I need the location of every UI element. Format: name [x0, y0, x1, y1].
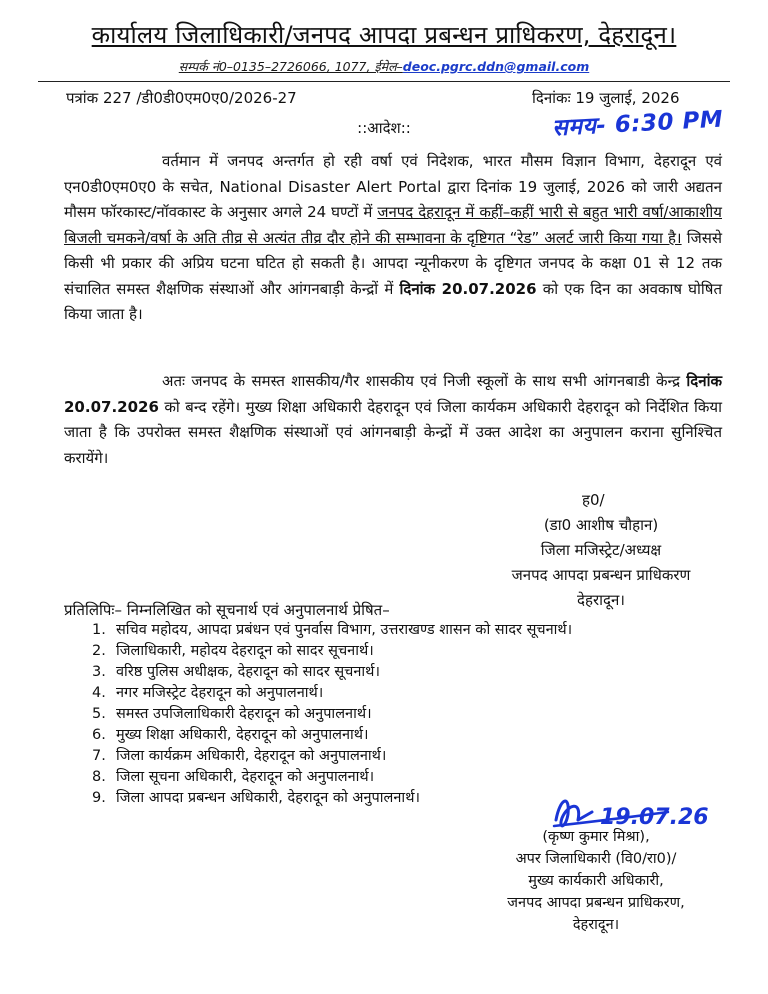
office-title: कार्यालय जिलाधिकारी/जनपद आपदा प्रबन्धन प्राधिकरण, देहरादून। [91, 21, 677, 49]
time-stamp-handwritten: समय- 6:30 PM [551, 106, 724, 142]
order-paragraph-1 [64, 149, 722, 328]
signatory-adm-block [446, 826, 746, 936]
copy-to-item [92, 746, 572, 767]
contact-line [0, 58, 768, 75]
adm-name: (कृष्ण कुमार मिश्रा), [542, 829, 650, 845]
adm-designation: अपर जिलाधिकारी (वि0/रा0)/ [515, 851, 677, 867]
p2-text-a: अतः जनपद के समस्त शासकीय/गैर शासकीय एवं निजी स्कूलों के साथ सभी आंगनबाडी केन्द्र [162, 372, 687, 390]
p1-holiday-date: दिनांक 20.07.2026 [399, 279, 537, 298]
contact-label: सम्पर्क नं0–0135–2726066, 1077, ईमेल– [178, 59, 403, 74]
copy-to-item-text: समस्त उपजिलाधिकारी देहरादून को अनुपालनार्थ। [116, 706, 372, 722]
p2-closure-date: दिनांक 20.07.2026 [64, 372, 722, 416]
copy-to-item-text: नगर मजिस्ट्रेट देहरादून को अनुपालनार्थ। [116, 685, 324, 701]
copy-to-item [92, 641, 572, 662]
letter-number: पत्रांक 227 /डी0डी0एम0ए0/2026-27 [66, 89, 297, 107]
p1-text-c: को एक दिन का अवकाष घोषित किया जाता है। [64, 279, 723, 323]
copy-to-item [92, 620, 572, 641]
copy-to-item [92, 788, 572, 809]
signatory-dm-block [486, 488, 716, 613]
copy-to-item-text: मुख्य शिक्षा अधिकारी, देहरादून को अनुपालनार्थ। [116, 727, 369, 743]
copy-to-item [92, 662, 572, 683]
copy-to-item [92, 683, 572, 704]
copy-to-item-number: 8. [92, 769, 106, 785]
adm-place: देहरादून। [572, 917, 620, 933]
copy-to-item-number: 4. [92, 685, 106, 701]
copy-to-item-number: 2. [92, 643, 106, 659]
p1-text-a: वर्तमान में जनपद अन्तर्गत हो रही वर्षा एवं निदेशक, भारत मौसम विज्ञान विभाग, देहरादून एवं एन0डी0एम0ए0 के सचेत, National Disaster Alert Portal द्वारा दिनांक 19 जुलाई, 2026 को जारी अद्यतन मौसम फॉरकास्ट/नॉवकास्ट के अनुसार अगले 24 घण्टों में [64, 152, 722, 221]
copy-to-item-number: 1. [92, 622, 106, 638]
copy-to-list [92, 620, 572, 809]
p1-text-b: जिससे किसी भी प्रकार की अप्रिय घटना घटित हो सकती है। आपदा न्यूनीकरण के दृष्टिगत जनपद के कक्षा 01 से 12 तक संचालित समस्त शैक्षणिक संस्थाओं और आंगनबाड़ी केन्द्रों में [64, 228, 722, 298]
dm-name: (डा0 आशीष चौहान) [543, 516, 659, 534]
letter-date: दिनांकः 19 जुलाई, 2026 [532, 89, 680, 107]
copy-to-heading: प्रतिलिपिः– निम्नलिखित को सूचनार्थ एवं अनुपालनार्थ प्रेषित– [64, 601, 390, 619]
copy-to-item-text: जिला सूचना अधिकारी, देहरादून को अनुपालनार्थ। [116, 769, 375, 785]
order-paragraph-2 [64, 369, 722, 471]
copy-to-item-number: 7. [92, 748, 106, 764]
p1-red-alert-underlined: जनपद देहरादून में कहीं–कहीं भारी से बहुत भारी वर्षा/आकाशीय बिजली चमकने/वर्षा के अति तीव्र से अत्यंत तीव्र दौर होने की सम्भावना के दृष्टिगत “रेड” अलर्ट जारी किया गया है। [64, 203, 722, 247]
contact-email-link[interactable]: deoc.pgrc.ddn@gmail.com [402, 59, 590, 74]
copy-to-item [92, 704, 572, 725]
copy-to-item-number: 3. [92, 664, 106, 680]
copy-to-item-text: जिला कार्यक्रम अधिकारी, देहरादून को अनुपालनार्थ। [116, 748, 387, 764]
copy-to-item [92, 725, 572, 746]
signed-mark: ह0/ [582, 491, 605, 509]
adm-org: जनपद आपदा प्रबन्धन प्राधिकरण, [507, 895, 685, 911]
copy-to-item-number: 5. [92, 706, 106, 722]
copy-to-item [92, 767, 572, 788]
copy-to-item-text: जिला आपदा प्रबन्धन अधिकारी, देहरादून को अनुपालनार्थ। [116, 790, 420, 806]
order-heading: ::आदेश:: [357, 119, 411, 137]
copy-to-item-text: जिलाधिकारी, महोदय देहरादून को सादर सूचनार्थ। [116, 643, 374, 659]
copy-to-item-text: सचिव महोदय, आपदा प्रबंधन एवं पुनर्वास विभाग, उत्तराखण्ड शासन को सादर सूचनार्थ। [116, 622, 573, 638]
header-divider [38, 81, 730, 82]
p2-text-b: को बन्द रहेंगे। मुख्य शिक्षा अधिकारी देहरादून एवं जिला कार्यकम अधिकारी देहरादून को निर्देशित किया जाता है कि उपरोक्त समस्त शैक्षणिक संस्थाओं एवं आंगनबाड़ी केन्द्रों में उक्त आदेश का अनुपालन कराना सुनिश्चित करायेंगे। [64, 397, 722, 467]
adm-role: मुख्य कार्यकारी अधिकारी, [528, 873, 664, 889]
copy-to-item-number: 6. [92, 727, 106, 743]
dm-designation: जिला मजिस्ट्रेट/अध्यक्ष [540, 541, 662, 559]
signature-date: 19.07.26 [600, 805, 709, 830]
copy-to-item-text: वरिष्ठ पुलिस अधीक्षक, देहरादून को सादर सूचनार्थ। [116, 664, 380, 680]
dm-org: जनपद आपदा प्रबन्धन प्राधिकरण [511, 566, 691, 584]
dm-place: देहरादून। [577, 591, 625, 609]
copy-to-item-number: 9. [92, 790, 106, 806]
